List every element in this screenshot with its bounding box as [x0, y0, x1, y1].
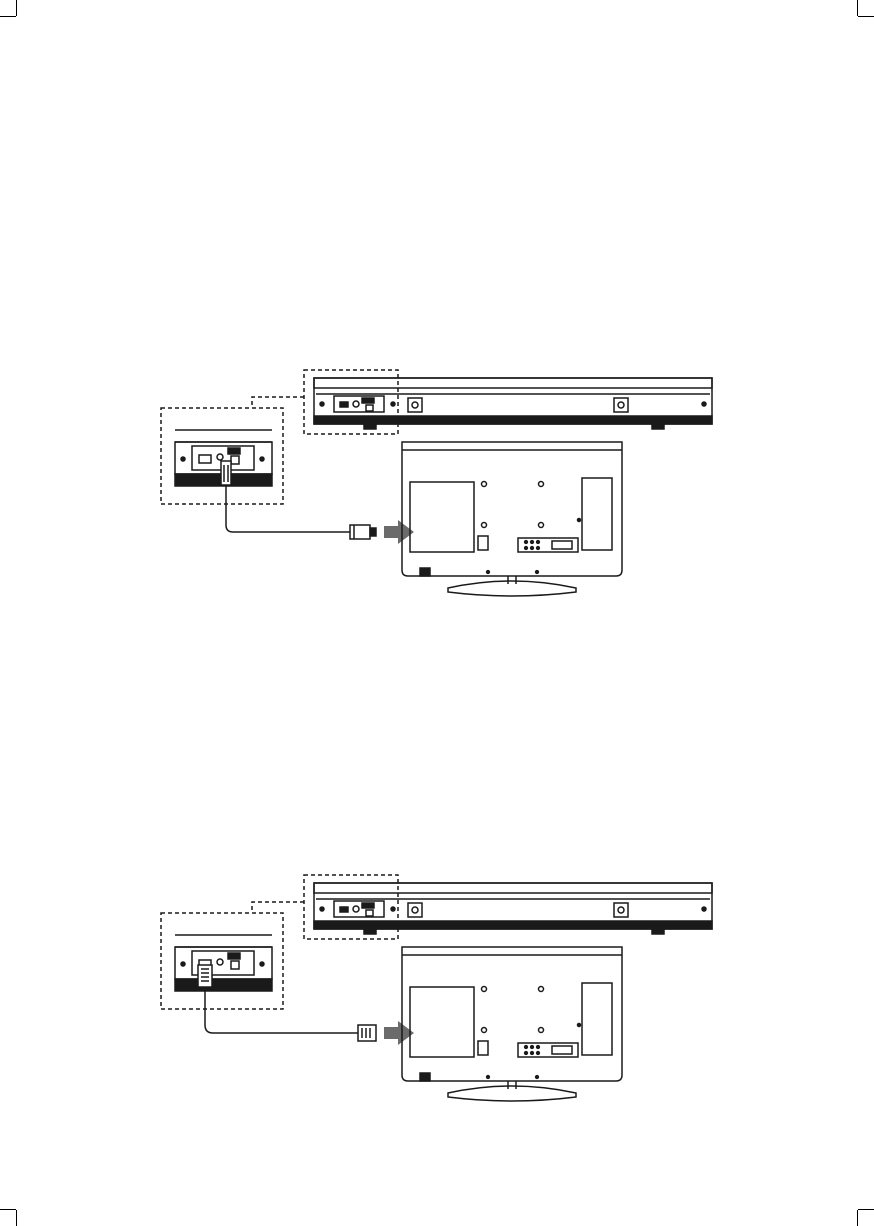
tv-rear — [402, 947, 622, 1101]
crop-mark-bottom-right — [857, 1210, 858, 1226]
soundbar-connector-panel — [175, 935, 272, 991]
hdmi-plug-icon — [198, 965, 212, 987]
soundbar — [314, 378, 712, 429]
optical-plug-icon — [221, 461, 231, 485]
crop-mark-bottom-left-h — [0, 1209, 16, 1210]
crop-mark-top-right-h — [858, 16, 874, 17]
callout-box-zoom — [161, 408, 283, 504]
hdmi-connection-diagram — [0, 865, 874, 1125]
optical-cable — [226, 485, 350, 532]
tv-rear — [402, 442, 622, 596]
optical-connection-diagram — [0, 360, 874, 620]
optical-plug-tv-end — [350, 525, 376, 539]
hdmi-cable — [205, 987, 358, 1033]
crop-mark-top-right — [857, 0, 858, 16]
callout-box-zoom — [161, 913, 283, 1009]
crop-mark-bottom-left — [16, 1210, 17, 1226]
crop-mark-top-left — [16, 0, 17, 16]
soundbar — [314, 883, 712, 934]
crop-mark-top-left-h — [0, 16, 16, 17]
crop-mark-bottom-right-h — [858, 1209, 874, 1210]
hdmi-plug-tv-end — [358, 1025, 376, 1041]
